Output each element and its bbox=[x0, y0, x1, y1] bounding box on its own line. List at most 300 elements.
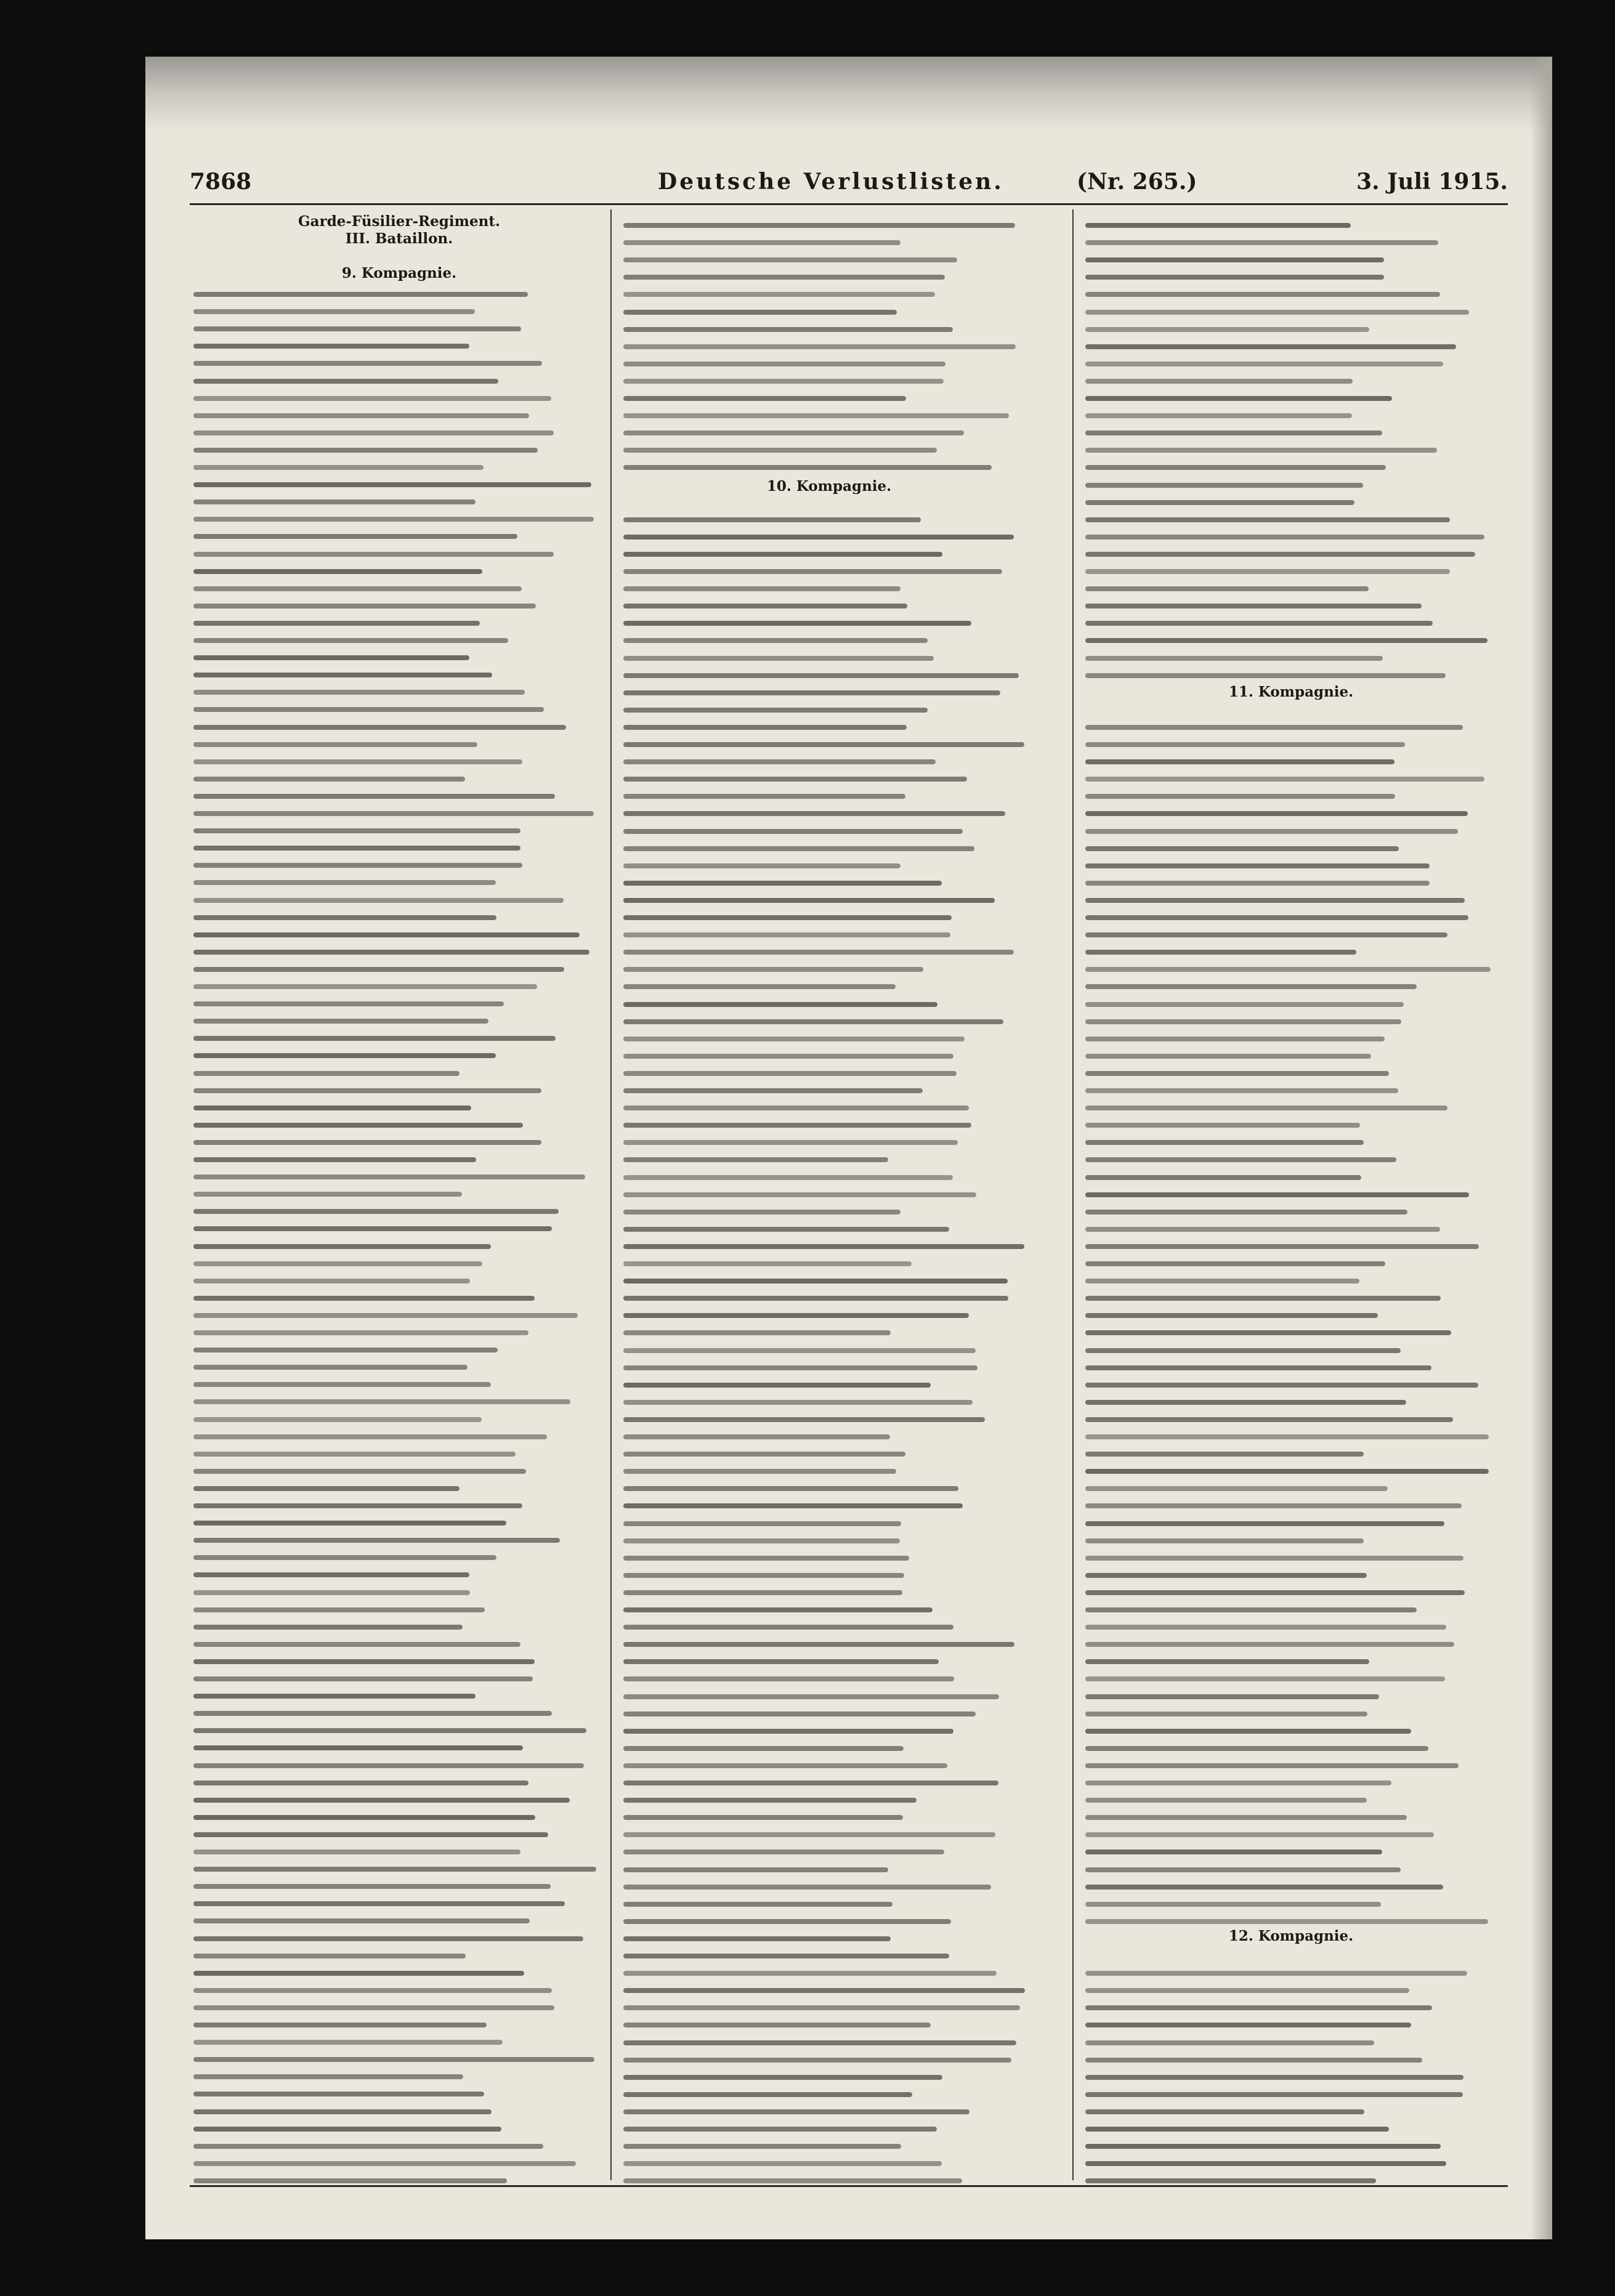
roster-entry-line bbox=[1085, 846, 1399, 851]
roster-entry-line bbox=[1085, 1192, 1469, 1197]
roster-entry-line bbox=[1085, 1037, 1385, 1041]
roster-entry-line bbox=[193, 1036, 556, 1041]
roster-entry-line bbox=[1085, 1729, 1411, 1734]
roster-entry-line bbox=[1085, 1434, 1489, 1439]
roster-entry-line bbox=[1085, 396, 1392, 401]
roster-entry-line bbox=[623, 1417, 985, 1422]
roster-entry-line bbox=[623, 1348, 976, 1353]
column-divider bbox=[1072, 209, 1074, 2180]
roster-entry-line bbox=[193, 655, 469, 660]
roster-entry-line bbox=[193, 1625, 463, 1630]
roster-entry-line bbox=[623, 2058, 1011, 2063]
roster-entry-line bbox=[623, 586, 901, 591]
roster-entry-line bbox=[623, 604, 907, 608]
roster-entry-line bbox=[623, 535, 1014, 540]
roster-entry-line bbox=[1085, 1123, 1360, 1128]
roster-entry-line bbox=[1085, 1971, 1467, 1976]
roster-entry-line bbox=[1085, 2092, 1463, 2097]
roster-entry-line bbox=[193, 1832, 548, 1837]
roster-entry-line bbox=[1085, 448, 1437, 453]
roster-entry-line bbox=[193, 448, 538, 453]
roster-entry-line bbox=[623, 1469, 896, 1474]
roster-entry-line bbox=[193, 725, 566, 730]
roster-entry-line bbox=[1085, 811, 1468, 816]
roster-entry-line bbox=[1085, 950, 1356, 955]
roster-entry-line bbox=[623, 759, 936, 764]
roster-entry-line bbox=[1085, 1175, 1361, 1180]
roster-entry-line bbox=[193, 811, 594, 816]
roster-entry-line bbox=[193, 292, 528, 297]
roster-entry-line bbox=[1085, 1781, 1391, 1785]
roster-entry-line bbox=[623, 1781, 998, 1785]
roster-entry-line bbox=[1085, 310, 1469, 315]
roster-entry-line bbox=[193, 967, 564, 972]
roster-entry-line bbox=[623, 690, 1000, 695]
roster-entry-line bbox=[623, 1694, 999, 1699]
roster-entry-line bbox=[1085, 1313, 1378, 1318]
running-title: Deutsche Verlustlisten. bbox=[658, 169, 1004, 195]
roster-entry-line bbox=[623, 1071, 957, 1076]
roster-entry-line bbox=[193, 1572, 469, 1577]
roster-entry-line bbox=[623, 915, 952, 920]
roster-entry-line bbox=[623, 257, 957, 262]
roster-entry-line bbox=[193, 1590, 470, 1595]
roster-entry-line bbox=[193, 499, 476, 504]
roster-entry-line bbox=[623, 1434, 890, 1439]
roster-entry-line bbox=[1085, 1885, 1443, 1890]
roster-entry-line bbox=[623, 1625, 953, 1630]
roster-entry-line bbox=[1085, 1867, 1401, 1872]
roster-entry-line bbox=[1085, 2144, 1441, 2149]
roster-entry-line bbox=[623, 1919, 951, 1924]
roster-entry-line bbox=[1085, 1712, 1367, 1716]
roster-entry-line bbox=[193, 586, 522, 591]
roster-entry-line bbox=[193, 1348, 498, 1352]
regiment-heading: Garde-Füsilier-Regiment. bbox=[298, 213, 500, 230]
roster-entry-line bbox=[193, 1434, 547, 1439]
roster-entry-line bbox=[623, 1140, 958, 1145]
roster-entry-line bbox=[193, 2005, 554, 2010]
roster-entry-line bbox=[193, 379, 498, 384]
roster-entry-line bbox=[193, 1607, 485, 1612]
roster-entry-line bbox=[1085, 1642, 1454, 1647]
roster-entry-line bbox=[193, 430, 554, 435]
roster-entry-line bbox=[623, 794, 905, 799]
roster-entry-line bbox=[193, 1815, 535, 1820]
roster-entry-line bbox=[193, 1538, 560, 1543]
roster-entry-line bbox=[193, 1244, 491, 1249]
roster-entry-line bbox=[1085, 638, 1488, 643]
roster-entry-line bbox=[623, 1849, 944, 1854]
roster-entry-line bbox=[623, 552, 942, 557]
column-3 bbox=[1082, 212, 1500, 2180]
roster-entry-line bbox=[1085, 1625, 1446, 1630]
roster-entry-line bbox=[1085, 759, 1394, 764]
roster-entry-line bbox=[1085, 552, 1475, 557]
roster-entry-line bbox=[193, 777, 465, 782]
roster-entry-line bbox=[193, 707, 544, 712]
roster-entry-line bbox=[193, 1781, 528, 1785]
roster-entry-line bbox=[1085, 2127, 1389, 2132]
roster-entry-line bbox=[1085, 656, 1383, 661]
roster-entry-line bbox=[623, 638, 928, 643]
roster-entry-line bbox=[1085, 1503, 1462, 1508]
roster-entry-line bbox=[193, 1901, 565, 1906]
roster-entry-line bbox=[193, 794, 555, 799]
roster-entry-line bbox=[623, 1244, 1024, 1249]
roster-entry-line bbox=[193, 2040, 503, 2045]
company-heading: 10. Kompagnie. bbox=[766, 478, 892, 495]
roster-entry-line bbox=[193, 2074, 463, 2079]
roster-entry-line bbox=[623, 292, 935, 297]
roster-entry-line bbox=[193, 2144, 543, 2149]
roster-entry-line bbox=[193, 361, 542, 366]
roster-entry-line bbox=[193, 1469, 526, 1474]
roster-entry-line bbox=[623, 1538, 900, 1543]
roster-entry-line bbox=[623, 1607, 933, 1612]
roster-entry-line bbox=[193, 1071, 459, 1076]
roster-entry-line bbox=[623, 1676, 954, 1681]
roster-entry-line bbox=[1085, 1330, 1451, 1335]
roster-entry-line bbox=[1085, 1919, 1488, 1924]
roster-entry-line bbox=[1085, 673, 1446, 678]
roster-entry-line bbox=[193, 1382, 491, 1387]
roster-entry-line bbox=[193, 517, 594, 522]
roster-entry-line bbox=[193, 1642, 520, 1647]
roster-entry-line bbox=[1085, 1659, 1369, 1664]
roster-entry-line bbox=[193, 1884, 551, 1889]
roster-entry-line bbox=[623, 932, 950, 937]
roster-entry-line bbox=[623, 1556, 909, 1561]
roster-entry-line bbox=[623, 413, 1009, 418]
roster-entry-line bbox=[623, 396, 906, 401]
roster-entry-line bbox=[193, 309, 475, 314]
roster-entry-line bbox=[623, 2092, 912, 2097]
roster-entry-line bbox=[193, 2161, 576, 2166]
roster-entry-line bbox=[1085, 1157, 1396, 1162]
column-2 bbox=[620, 212, 1038, 2180]
roster-entry-line bbox=[193, 950, 589, 955]
roster-entry-line bbox=[193, 1192, 462, 1197]
roster-entry-line bbox=[1085, 2023, 1411, 2027]
roster-entry-line bbox=[1085, 1746, 1428, 1751]
roster-entry-line bbox=[1085, 1019, 1401, 1024]
roster-entry-line bbox=[1085, 1210, 1407, 1215]
roster-entry-line bbox=[193, 344, 469, 349]
roster-entry-line bbox=[1085, 569, 1450, 574]
roster-entry-line bbox=[623, 1763, 947, 1768]
roster-entry-line bbox=[193, 1123, 523, 1128]
roster-entry-line bbox=[193, 880, 496, 885]
roster-entry-line bbox=[623, 327, 953, 332]
roster-entry-line bbox=[623, 863, 901, 868]
roster-entry-line bbox=[623, 1971, 997, 1976]
roster-entry-line bbox=[193, 1798, 570, 1803]
roster-entry-line bbox=[193, 915, 496, 920]
roster-entry-line bbox=[623, 362, 945, 366]
roster-entry-line bbox=[193, 984, 537, 989]
roster-entry-line bbox=[1085, 1452, 1364, 1457]
roster-entry-line bbox=[623, 1712, 976, 1716]
roster-entry-line bbox=[1085, 725, 1463, 730]
roster-entry-line bbox=[1085, 1798, 1367, 1803]
roster-entry-line bbox=[623, 1175, 953, 1180]
roster-entry-line bbox=[623, 275, 945, 280]
roster-entry-line bbox=[193, 898, 564, 903]
page-number: 7868 bbox=[190, 169, 252, 195]
roster-entry-line bbox=[1085, 1676, 1445, 1681]
roster-entry-line bbox=[623, 1210, 901, 1215]
roster-entry-line bbox=[623, 1227, 949, 1232]
roster-entry-line bbox=[623, 379, 944, 384]
roster-entry-line bbox=[193, 465, 484, 470]
roster-entry-line bbox=[1085, 604, 1422, 608]
roster-entry-line bbox=[193, 1140, 541, 1145]
roster-entry-line bbox=[193, 1918, 530, 1923]
roster-entry-line bbox=[193, 2057, 594, 2062]
roster-entry-line bbox=[1085, 292, 1440, 297]
roster-entry-line bbox=[623, 673, 1019, 678]
roster-entry-line bbox=[193, 1954, 466, 1958]
roster-entry-line bbox=[623, 1521, 901, 1526]
roster-entry-line bbox=[1085, 863, 1430, 868]
roster-entry-line bbox=[623, 725, 907, 730]
roster-entry-line bbox=[193, 1088, 541, 1093]
roster-entry-line bbox=[623, 1037, 965, 1041]
roster-entry-line bbox=[193, 2178, 507, 2183]
roster-entry-line bbox=[1085, 1244, 1479, 1249]
roster-entry-line bbox=[623, 1054, 953, 1059]
column-1 bbox=[190, 212, 609, 2180]
roster-entry-line bbox=[1085, 413, 1352, 418]
roster-entry-line bbox=[193, 1452, 516, 1457]
roster-entry-line bbox=[193, 828, 520, 833]
roster-entry-line bbox=[623, 448, 937, 453]
roster-entry-line bbox=[193, 2109, 492, 2114]
roster-entry-line bbox=[1085, 2058, 1422, 2063]
roster-entry-line bbox=[1085, 1849, 1382, 1854]
roster-entry-line bbox=[623, 1452, 905, 1457]
roster-entry-line bbox=[623, 1365, 977, 1370]
roster-entry-line bbox=[193, 534, 517, 539]
roster-entry-line bbox=[193, 1763, 584, 1768]
roster-entry-line bbox=[193, 396, 551, 401]
roster-entry-line bbox=[623, 1885, 991, 1890]
roster-entry-line bbox=[623, 2127, 937, 2132]
roster-entry-line bbox=[623, 1296, 1008, 1301]
roster-entry-line bbox=[623, 465, 992, 470]
roster-entry-line bbox=[623, 1659, 939, 1664]
roster-entry-line bbox=[1085, 1521, 1444, 1526]
roster-entry-line bbox=[1085, 1469, 1489, 1474]
roster-entry-line bbox=[1085, 881, 1430, 886]
roster-entry-line bbox=[1085, 1071, 1389, 1076]
roster-entry-line bbox=[623, 1815, 903, 1820]
roster-entry-line bbox=[1085, 2178, 1376, 2183]
roster-entry-line bbox=[623, 708, 928, 713]
roster-entry-line bbox=[1085, 500, 1354, 505]
roster-entry-line bbox=[623, 742, 1024, 747]
roster-entry-line bbox=[1085, 362, 1443, 366]
roster-entry-line bbox=[623, 2005, 1020, 2010]
roster-entry-line bbox=[623, 1486, 958, 1491]
roster-entry-line bbox=[193, 863, 522, 868]
roster-entry-line bbox=[623, 1867, 888, 1872]
roster-entry-line bbox=[623, 1123, 971, 1128]
roster-entry-line bbox=[1085, 379, 1353, 384]
roster-entry-line bbox=[623, 1019, 1003, 1024]
roster-entry-line bbox=[1085, 1486, 1388, 1491]
roster-entry-line bbox=[623, 1936, 891, 1941]
roster-entry-line bbox=[623, 1106, 969, 1110]
roster-entry-line bbox=[623, 223, 1015, 228]
roster-entry-line bbox=[1085, 483, 1363, 488]
roster-entry-line bbox=[193, 1279, 470, 1283]
roster-entry-line bbox=[1085, 621, 1433, 626]
roster-entry-line bbox=[193, 1711, 552, 1716]
roster-entry-line bbox=[1085, 984, 1417, 989]
roster-entry-line bbox=[623, 1746, 904, 1751]
roster-entry-line bbox=[1085, 1573, 1367, 1578]
roster-entry-line bbox=[623, 1798, 917, 1803]
roster-entry-line bbox=[1085, 1694, 1379, 1699]
roster-entry-line bbox=[1085, 430, 1382, 435]
roster-entry-line bbox=[623, 344, 1016, 349]
roster-entry-line bbox=[193, 1417, 482, 1422]
roster-entry-line bbox=[623, 1400, 973, 1405]
roster-entry-line bbox=[193, 1503, 522, 1508]
roster-entry-line bbox=[1085, 2040, 1374, 2045]
roster-entry-line bbox=[623, 1383, 931, 1388]
roster-entry-line bbox=[623, 2109, 969, 2114]
header-rule bbox=[190, 203, 1508, 205]
roster-entry-line bbox=[623, 967, 923, 972]
roster-entry-line bbox=[193, 1728, 586, 1733]
roster-entry-line bbox=[623, 2023, 931, 2027]
roster-entry-line bbox=[1085, 1607, 1417, 1612]
roster-entry-line bbox=[623, 430, 964, 435]
roster-entry-line bbox=[623, 1902, 892, 1907]
roster-entry-line bbox=[1085, 1140, 1364, 1145]
roster-entry-line bbox=[1085, 967, 1491, 972]
roster-entry-line bbox=[1085, 1365, 1431, 1370]
roster-entry-line bbox=[1085, 1556, 1463, 1561]
roster-entry-line bbox=[1085, 586, 1369, 591]
roster-entry-line bbox=[1085, 2161, 1446, 2166]
roster-entry-line bbox=[193, 1867, 596, 1872]
roster-entry-line bbox=[623, 950, 1014, 955]
roster-entry-line bbox=[193, 1053, 496, 1058]
roster-entry-line bbox=[623, 1261, 912, 1266]
roster-entry-line bbox=[623, 2161, 942, 2166]
roster-entry-line bbox=[1085, 1902, 1381, 1907]
roster-entry-line bbox=[1085, 327, 1369, 332]
roster-entry-line bbox=[1085, 1763, 1459, 1768]
roster-entry-line bbox=[1085, 1832, 1434, 1837]
roster-entry-line bbox=[193, 1226, 552, 1231]
roster-entry-line bbox=[623, 569, 1002, 574]
roster-entry-line bbox=[193, 1209, 559, 1214]
roster-entry-line bbox=[193, 1936, 583, 1941]
roster-entry-line bbox=[623, 1503, 963, 1508]
roster-entry-line bbox=[1085, 517, 1450, 522]
roster-entry-line bbox=[193, 2023, 487, 2027]
company-heading: 12. Kompagnie. bbox=[1228, 1928, 1354, 1944]
roster-entry-line bbox=[1085, 898, 1465, 903]
roster-entry-line bbox=[1085, 829, 1458, 834]
roster-entry-line bbox=[1085, 344, 1456, 349]
roster-entry-line bbox=[193, 2092, 484, 2096]
roster-entry-line bbox=[1085, 1054, 1371, 1059]
roster-entry-line bbox=[1085, 275, 1384, 280]
battalion-heading: III. Bataillon. bbox=[345, 230, 453, 247]
roster-entry-line bbox=[623, 1192, 976, 1197]
roster-entry-line bbox=[1085, 240, 1438, 245]
roster-entry-line bbox=[193, 932, 580, 937]
roster-entry-line bbox=[623, 846, 974, 851]
roster-entry-line bbox=[193, 1399, 570, 1404]
roster-entry-line bbox=[193, 1659, 535, 1664]
roster-entry-line bbox=[193, 621, 480, 626]
roster-entry-line bbox=[623, 777, 967, 782]
roster-entry-line bbox=[623, 1954, 949, 1958]
roster-entry-line bbox=[623, 517, 921, 522]
roster-entry-line bbox=[193, 1555, 496, 1560]
roster-entry-line bbox=[193, 1174, 585, 1179]
roster-entry-line bbox=[1085, 1296, 1441, 1301]
roster-entry-line bbox=[193, 1849, 520, 1854]
roster-entry-line bbox=[1085, 2109, 1364, 2114]
roster-entry-line bbox=[193, 1261, 482, 1266]
roster-entry-line bbox=[1085, 915, 1468, 920]
roster-entry-line bbox=[1085, 1815, 1407, 1820]
roster-entry-line bbox=[623, 656, 934, 661]
roster-entry-line bbox=[193, 326, 521, 331]
roster-entry-line bbox=[1085, 1261, 1385, 1266]
roster-entry-line bbox=[1085, 1227, 1440, 1232]
roster-entry-line bbox=[623, 1157, 888, 1162]
roster-entry-line bbox=[193, 673, 492, 677]
roster-entry-line bbox=[193, 413, 529, 418]
roster-entry-line bbox=[193, 552, 554, 557]
roster-entry-line bbox=[1085, 1106, 1447, 1110]
roster-entry-line bbox=[623, 829, 963, 834]
roster-entry-line bbox=[1085, 1279, 1359, 1283]
roster-entry-line bbox=[623, 2144, 901, 2149]
roster-entry-line bbox=[193, 759, 522, 764]
column-divider bbox=[610, 209, 612, 2180]
roster-entry-line bbox=[193, 846, 520, 851]
roster-entry-line bbox=[623, 1313, 969, 1318]
roster-entry-line bbox=[1085, 1383, 1478, 1388]
roster-entry-line bbox=[193, 1330, 528, 1335]
roster-entry-line bbox=[193, 1745, 523, 1750]
roster-entry-line bbox=[1085, 1002, 1404, 1007]
newspaper-page bbox=[145, 57, 1552, 2239]
roster-entry-line bbox=[1085, 932, 1447, 937]
company-heading: 11. Kompagnie. bbox=[1228, 684, 1354, 700]
roster-entry-line bbox=[623, 310, 897, 315]
roster-entry-line bbox=[623, 240, 901, 245]
roster-entry-line bbox=[193, 638, 508, 643]
roster-entry-line bbox=[623, 1642, 1014, 1647]
roster-entry-line bbox=[623, 1590, 902, 1595]
roster-entry-line bbox=[623, 2075, 942, 2080]
roster-entry-line bbox=[193, 1676, 533, 1681]
roster-entry-line bbox=[623, 811, 1005, 816]
company-heading: 9. Kompagnie. bbox=[341, 265, 457, 281]
roster-entry-line bbox=[193, 1019, 488, 1024]
